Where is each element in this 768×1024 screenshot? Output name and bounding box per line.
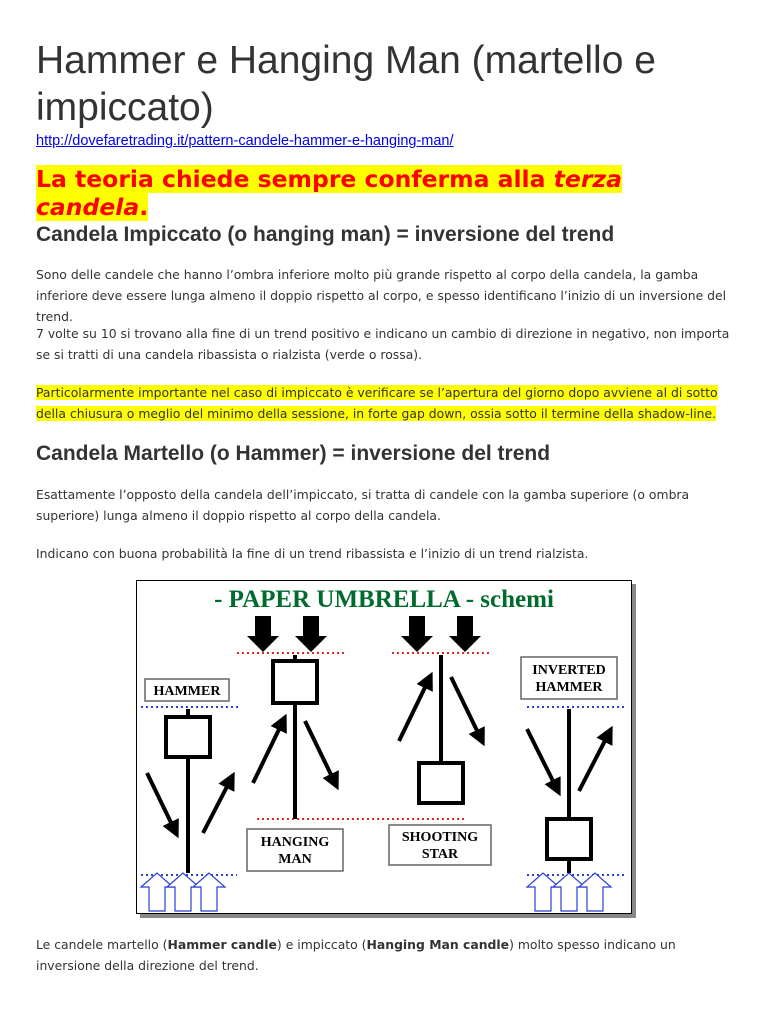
up-arrow-icon [579, 873, 611, 911]
down-arrow-icon [247, 616, 279, 652]
figure-title: - PAPER UMBRELLA - schemi [214, 586, 554, 613]
arrow-down-right-icon [451, 677, 483, 743]
footer-text-3: ) molto spesso indicano un inversione della direzione del trend. [36, 937, 676, 973]
hammer-candle [166, 709, 210, 873]
down-arrows-right [401, 616, 481, 652]
highlighted-text: Particolarmente importante nel caso di impiccato è verificare se l’apertura del giorno dopo avviene al di sotto della chiusura o meglio del minimo della sessione, in forte gap down, ossia sotto il termine della shadow-line. [36, 385, 718, 421]
footer-text-1: Le candele martello ( [36, 937, 168, 952]
up-arrow-icon [193, 873, 225, 911]
callout-end: . [139, 193, 149, 221]
arrow-down-right-icon [527, 729, 559, 793]
paragraph-hammer-1: Esattamente l’opposto della candela dell’impiccato, si tratta di candele con la gamba superiore (o ombra superiore) lunga almeno il doppio rispetto al corpo della candela. [36, 487, 690, 523]
footer-bold-1: Hammer candle [167, 937, 277, 952]
callout-highlight [36, 165, 622, 221]
paragraph-hanging-man-1: Sono delle candele che hanno l’ombra inferiore molto più grande rispetto al corpo della candela, la gamba inferiore deve essere lunga almeno il doppio rispetto al corpo, e spesso identificano l’inizio di un inversione del trend. [36, 267, 727, 324]
footer-text-2: ) e impiccato ( [276, 937, 367, 952]
down-arrow-icon [401, 616, 433, 652]
paper-umbrella-diagram [137, 581, 631, 913]
arrow-up-right-icon [399, 675, 431, 741]
section-heading-hammer: Candela Martello (o Hammer) = inversione del trend [36, 442, 551, 465]
shooting-star-label-1: SHOOTING [401, 830, 479, 845]
arrow-up-right-icon [253, 717, 285, 783]
up-arrows-right [527, 873, 611, 911]
arrow-down-right-icon [305, 721, 337, 787]
up-arrow-icon [553, 873, 585, 911]
inverted-hammer-label-1: INVERTED [532, 663, 606, 678]
source-link[interactable]: http://dovefaretrading.it/pattern-candele-hammer-e-hanging-man/ [36, 133, 454, 149]
arrow-up-right-icon [203, 775, 233, 833]
down-arrow-icon [449, 616, 481, 652]
paragraph-hammer-2: Indicano con buona probabilità la fine di un trend ribassista e l’inizio di un trend rialzista. [36, 546, 589, 561]
footer-paragraph [36, 934, 736, 976]
inverted-hammer-candle [547, 709, 591, 873]
section-heading-hanging-man: Candela Impiccato (o hanging man) = inversione del trend [36, 223, 615, 246]
up-arrows-left [141, 873, 225, 911]
arrow-up-right-icon [579, 729, 611, 791]
down-arrows-left [247, 616, 327, 652]
footer-bold-2: Hanging Man candle [366, 937, 510, 952]
arrow-down-right-icon [147, 773, 177, 835]
callout-italic: terza candela [36, 165, 622, 221]
paragraph-hanging-man-2: 7 volte su 10 si trovano alla fine di un trend positivo e indicano un cambio di direzione in negativo, non importa se si tratti di una candela ribassista o rialzista (verde o rossa). [36, 326, 730, 362]
paragraph-hanging-man-3 [36, 382, 736, 424]
hanging-man-label-2: MAN [278, 852, 312, 867]
inverted-hammer-label-2: HAMMER [535, 680, 603, 695]
up-arrow-icon [167, 873, 199, 911]
up-arrow-icon [527, 873, 559, 911]
confirmation-callout [36, 165, 736, 221]
page-title: Hammer e Hanging Man (martello e impiccato) [36, 39, 656, 129]
shooting-star-label-2: STAR [421, 847, 459, 862]
hanging-man-label-1: HANGING [260, 835, 330, 850]
hammer-label: HAMMER [153, 684, 221, 699]
hanging-man-candle [273, 655, 317, 819]
up-arrow-icon [141, 873, 173, 911]
shooting-star-candle [419, 655, 463, 805]
down-arrow-icon [295, 616, 327, 652]
paper-umbrella-figure [136, 580, 632, 914]
callout-text: La teoria chiede sempre conferma alla [36, 165, 554, 193]
